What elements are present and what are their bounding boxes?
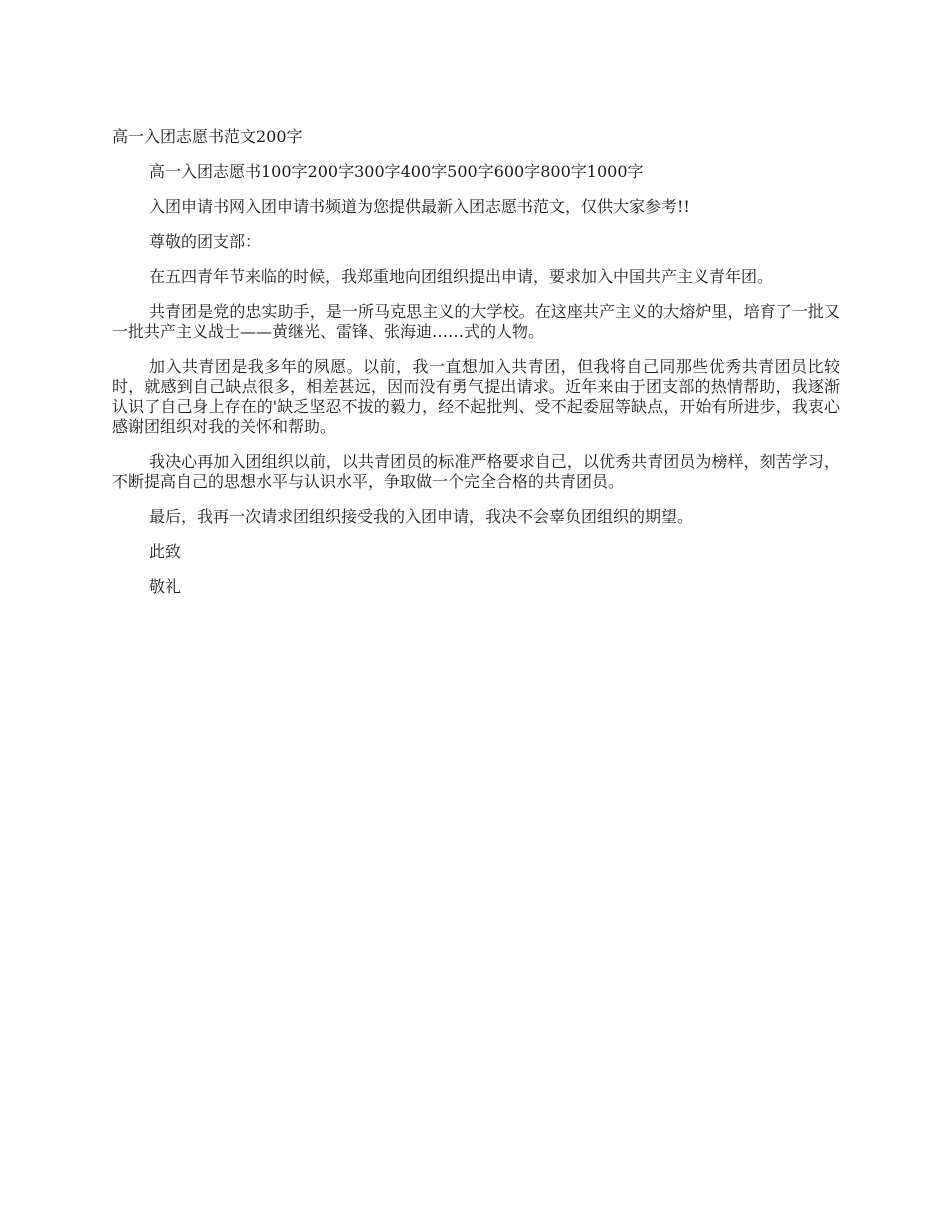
paragraph-body-1: 在五四青年节来临的时候，我郑重地向团组织提出申请，要求加入中国共产主义青年团。 xyxy=(149,267,774,286)
paragraph-subtitle: 高一入团志愿书100字200字300字400字500字600字800字1000字 xyxy=(149,162,644,181)
paragraph-closing: 此致 xyxy=(149,542,182,561)
document-title: 高一入团志愿书范文200字 xyxy=(112,127,303,146)
paragraph-regards: 敬礼 xyxy=(149,577,182,596)
paragraph-body-4: 我决心再加入团组织以前，以共青团员的标准严格要求自己，以优秀共青团员为榜样，刻苦学习，不断提高自己的思想水平与认识水平，争取做一个完全合格的共青团员。 xyxy=(112,452,840,491)
paragraph-salutation: 尊敬的团支部： xyxy=(149,232,262,251)
paragraph-body-3: 加入共青团是我多年的夙愿。以前，我一直想加入共青团，但我将自己同那些优秀共青团员比较时，就感到自己缺点很多，相差甚远，因而没有勇气提出请求。近年来由于团支部的热情帮助，我逐渐认识了自己身上存在的'缺乏坚忍不拔的毅力，经不起批判、受不起委屈等缺点，开始有所进步，我衷心感谢团组织对我的关怀和帮助。 xyxy=(112,357,840,436)
paragraph-body-5: 最后，我再一次请求团组织接受我的入团申请，我决不会辜负团组织的期望。 xyxy=(149,507,694,526)
document-page xyxy=(112,126,840,612)
paragraph-body-2: 共青团是党的忠实助手，是一所马克思主义的大学校。在这座共产主义的大熔炉里，培育了一批又一批共产主义战士——黄继光、雷锋、张海迪……式的人物。 xyxy=(112,302,840,341)
paragraph-intro: 入团申请书网入团申请书频道为您提供最新入团志愿书范文，仅供大家参考!! xyxy=(149,197,690,216)
